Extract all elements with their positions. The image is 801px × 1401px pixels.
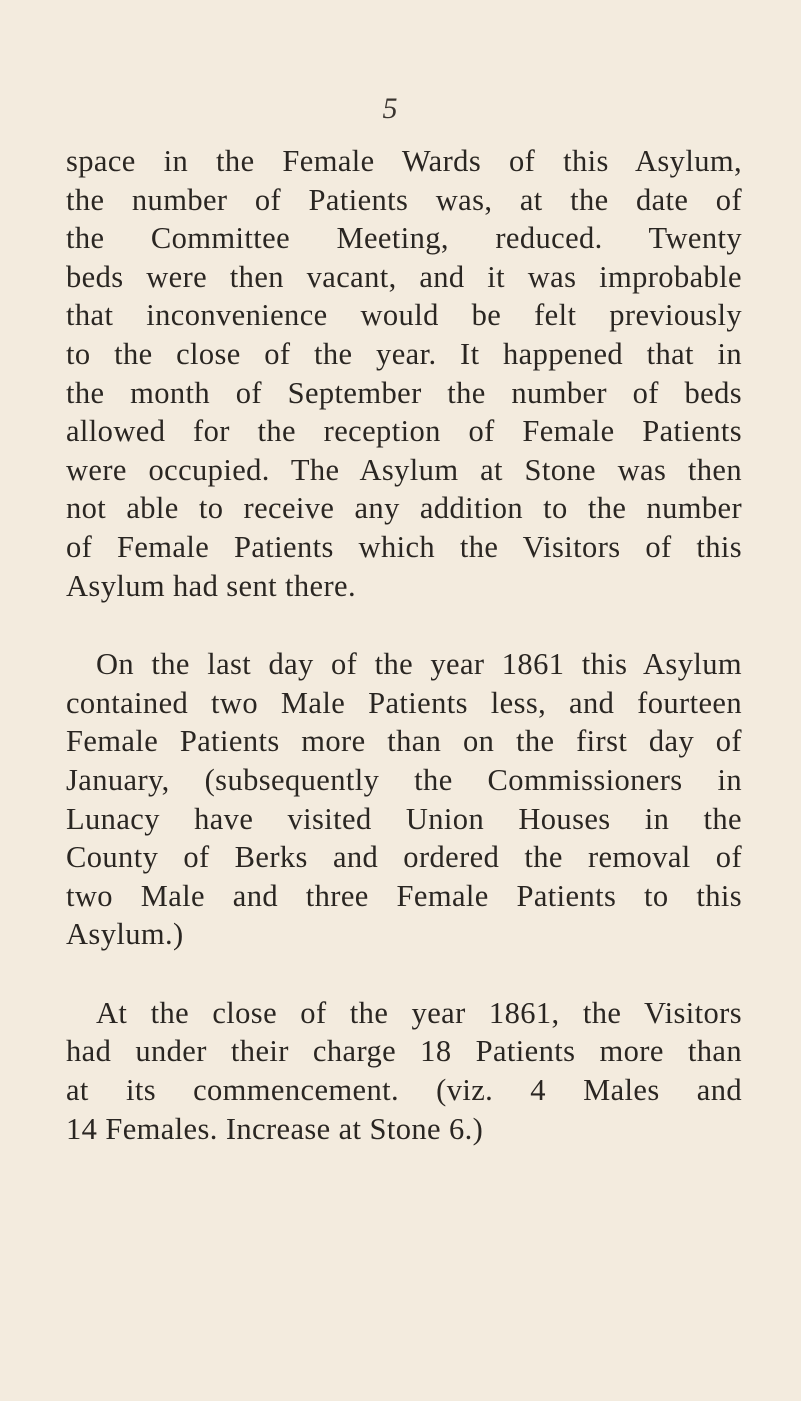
text-line: the Committee Meeting, reduced. Twenty xyxy=(66,221,742,256)
text-line: the number of Patients was, at the date of xyxy=(66,182,742,217)
body-text xyxy=(66,142,742,1148)
page-number: 5 xyxy=(382,92,398,125)
text-line: had under their charge 18 Patients more than xyxy=(66,1034,742,1069)
text-line: that inconvenience would be felt previously xyxy=(66,298,742,333)
paragraph-1 xyxy=(66,142,742,605)
text-line: Asylum.) xyxy=(66,917,184,952)
text-line: At the close of the year 1861, the Visitors xyxy=(96,995,742,1030)
text-line: January, (subsequently the Commissioners in xyxy=(66,762,742,797)
text-line: of Female Patients which the Visitors of this xyxy=(66,529,742,564)
text-line: were occupied. The Asylum at Stone was then xyxy=(66,452,742,487)
paragraph-spacer xyxy=(66,954,742,994)
text-line: On the last day of the year 1861 this Asylum xyxy=(96,647,742,682)
text-line: to the close of the year. It happened that in xyxy=(66,336,742,371)
text-line: Lunacy have visited Union Houses in the xyxy=(66,801,742,836)
text-line: not able to receive any addition to the number xyxy=(66,491,742,526)
text-line: contained two Male Patients less, and fourteen xyxy=(66,685,742,720)
paragraph-3 xyxy=(66,994,742,1148)
text-line: two Male and three Female Patients to this xyxy=(66,878,742,913)
text-line: the month of September the number of beds xyxy=(66,375,742,410)
text-line: County of Berks and ordered the removal of xyxy=(66,840,742,875)
paragraph-spacer xyxy=(66,605,742,645)
text-line: space in the Female Wards of this Asylum, xyxy=(66,144,742,178)
text-line: Asylum had sent there. xyxy=(66,568,357,603)
text-line: allowed for the reception of Female Patients xyxy=(66,414,742,449)
text-line: at its commencement. (viz. 4 Males and xyxy=(66,1073,742,1108)
text-line: 14 Females. Increase at Stone 6.) xyxy=(66,1111,484,1146)
text-line: Female Patients more than on the first day of xyxy=(66,724,742,759)
text-line: beds were then vacant, and it was improbable xyxy=(66,259,742,294)
paragraph-2 xyxy=(66,645,742,954)
